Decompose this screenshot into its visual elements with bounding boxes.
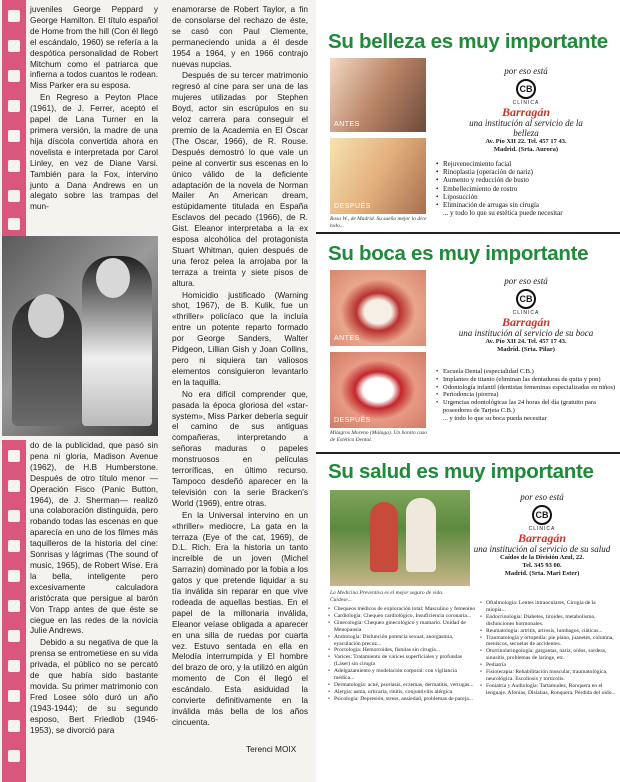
clinic-brand: Barragán: [501, 105, 551, 119]
medical-item: • Dermatología: acné, psoriasis, eczemas, dermatitis, verrugas...: [328, 682, 478, 689]
article-paragraph: En la Universal intervino en un «thriller» mediocre, La gata en la terraza (Eye of the cat, 1969), de D.L. Rich. Era la historia un tanto increíble de un joven (Michel Sarrazin) dominado por la fobia a los gatos y que pretende liquidar a su tía inválida sin reparar en que vive rodeada de aquellas bestias. En el papel de la millonaria inválida, Eleanor veíase obligada a aparecer en una silla de ruedas por cuarta vez. Estuvo sentada en ella en Melodía interrumpida y El hombre del brazo de oro, y la utilizó en algún momento de Con él llegó el escándalo. Esta asiduidad la convierte definitivamente en la inválida más bella de los años cincuenta.: [172, 509, 308, 727]
institution-text: una institución al servicio de su boca: [458, 328, 594, 338]
service-item: • Liposucción: [436, 193, 616, 201]
before-photo-mouth: [330, 270, 426, 346]
film-still-photo: [2, 236, 158, 436]
por-eso-text: por eso está: [504, 66, 548, 76]
clinic-block-belleza: [456, 66, 596, 154]
medical-item: • Varices: Tratamiento de varices superficiales y profundas (Láser) sin cirugía: [328, 654, 478, 668]
article-paragraph: juveniles George Peppard y George Hamilton. El título español de Home from the hill (Con él llegó el escándalo, 1960) se refería a la despótica personalidad de Robert Mitchum como el patriarca que infierna a todos cuantos le rodean. Miss Parker era su esposa.: [30, 4, 158, 91]
section-divider: [316, 232, 620, 234]
medical-list-right: [480, 600, 616, 697]
after-photo-face: [330, 138, 426, 214]
institution-text: una institución al servicio de su salud: [473, 544, 611, 554]
medical-item: • Oftalmología: Lentes intraoculares, Cirugía de la miopía...: [480, 600, 616, 614]
after-photo-mouth: [330, 352, 426, 428]
services-list-boca: [436, 368, 616, 423]
clinic-address: Av. Pío XII 24. Tel. 457 17 43.: [485, 338, 567, 345]
clinic-logo-icon: CB: [516, 79, 536, 99]
medical-item: • Reumatología: artritis, artrosis, lumbagos, ciáticas...: [480, 628, 616, 635]
service-item: • Periodoncia (piorrea): [436, 391, 616, 399]
clinic-address-2: Tel. 345 93 00.: [522, 562, 562, 569]
clinic-block-boca: [456, 276, 596, 354]
clinic-logo-icon: CB: [532, 505, 552, 525]
clinic-label: CLINICA: [512, 100, 540, 106]
medical-item: • Otorrinolaringología: gargantas, nariz, oídos, sordera, sinusitis, problemas de laringe, etc.: [480, 648, 616, 662]
por-eso-text: por eso está: [504, 276, 548, 286]
service-item: • Odontología infantil (dentistas femeninas especializadas en niños): [436, 384, 616, 392]
article-paragraph: do de la publicidad, que pasó sin pena ni gloria, Madison Avenue (1962), de H.B Humberstone. Después de otro título menor —Operación Fisco (Panic Button, 1964), de J. Sherman— realizó una colaboración distinguida, pero robando todas las escenas en que aparecía en uno de los filmes más taquilleros de la historia del cine: Sonrisas y lágrimas (The sound of music, 1965), de Robert Wise. Era la bella, inteligente pero excesivamente calculadora aristócrata que persigue al barón Von Trapp antes de que éste se ciegue en las redes de la novicia Julie Andrews.: [30, 440, 158, 636]
article-paragraph: enamorarse de Robert Taylor, a fin de consolarse del rechazo de éste, se casó con Paul Clemente, permaneciendo unida a él desde 1954 a 1964, y en 1966 contrajo nuevas nupcias.: [172, 4, 308, 69]
medical-item: • Endocrinología: Diabetes, tiroides, metabolismo, disfunciones hormonales.: [480, 614, 616, 628]
headline-belleza: Su belleza es muy importante: [328, 30, 608, 53]
article-column-1-bottom: [30, 440, 158, 736]
before-label: ANTES: [334, 121, 360, 128]
clinic-address-3: Madrid. (Srta. Mari Ester): [504, 570, 580, 577]
film-strip-top: [2, 0, 26, 236]
clinic-block-salud: [472, 492, 612, 578]
headline-boca: Su boca es muy importante: [328, 242, 589, 265]
clinic-brand: Barragán: [517, 531, 567, 545]
medical-item: • Proctología: Hemorroides, fistulas sin cirugía...: [328, 647, 478, 654]
medical-item: • Adelgazamiento y modelación corporal: con vigilancia médica...: [328, 668, 478, 682]
photo-caption: Milagros Moreno (Málaga). Un bonito caso de Estética Dental.: [330, 430, 428, 443]
clinic-address: Av. Pío XII 22. Tel. 457 17 43.: [485, 138, 567, 145]
clinic-label: CLINICA: [512, 310, 540, 316]
service-item: • Rinoplastia (operación de nariz): [436, 168, 616, 176]
por-eso-text: por eso está: [520, 492, 564, 502]
medical-item: • Cardiología: Chequeo cardiológico, Insuficiencia coronaria...: [328, 613, 478, 620]
article-paragraph: No era difícil comprender que, pasada la época gloriosa del «star-system», Miss Parker debería seguir el camino de sus antiguas compañeras, interpretando a señoras maduras o papeles monstruosos en películas terroríficas, en último recurso. Tampoco desdeñó aparecer en la televisión con la serie Bracken's World (1969), entre otras.: [172, 388, 308, 508]
service-item: • Embellecimiento de rostro: [436, 185, 616, 193]
family-photo: [330, 490, 470, 586]
before-label: ANTES: [334, 335, 360, 342]
service-closing: ... y todo lo que su estética puede necesitar: [443, 209, 563, 218]
service-item: • Escuela Dental (especialidad C.B.): [436, 368, 616, 376]
author-signature: Terenci MOIX: [246, 744, 297, 754]
medical-item: • Psicología: Depresión, stress, ansiedad, problemas de pareja...: [328, 696, 478, 703]
clinic-address-2: Madrid. (Srta. Pilar): [497, 346, 555, 353]
film-strip-bottom: [2, 440, 26, 782]
medical-item: • Foniatría y Audiología: Tartamudez, Ronquera en el lenguaje. Afonías, Dislalias, Ronquera. Pérdida del oído...: [480, 683, 616, 697]
service-item: • Eliminación de arrugas sin cirugía: [436, 201, 616, 209]
service-item: • Implantes de titanio (eliminan las dentaduras de quita y pon): [436, 376, 616, 384]
after-label: DESPUÉS: [334, 203, 371, 210]
article-column-2: [172, 4, 308, 729]
section-divider: [316, 452, 620, 454]
service-item: • Aumento y reducción de busto: [436, 176, 616, 184]
clinic-address-2: Madrid. (Srta. Aurora): [493, 146, 559, 153]
clinic-label: CLINICA: [528, 526, 556, 532]
article-paragraph: Debido a su negativa de que la prensa se entrometiese en su vida privada, el público no se percató de que había sido bastante movida. Su primer matrimonio con Fred Losee sólo duró un año (1943-1944); de su segundo esposo, Bert Friedlob (1946-1953), se divorció para: [30, 637, 158, 735]
medical-item: • Traumatología y ortopedia: pie plano, juanetes, columna, meniscos, secuelas de accidentes.: [480, 635, 616, 649]
medical-item: • Andrología: Disfunción potencia sexual, anorgasmia, eyaculación precoz...: [328, 634, 478, 648]
article-paragraph: Homicidio justificado (Warning shot, 1967), de B. Kulik, fue un «thriller» policíaco que la incluía entre un potente reparto formado por George Sanders, Walter Pidgeon, Lillian Gish y Joan Collins, pero ni siquiera tan valiosos elementos consiguieron levantarlo en la taquilla.: [172, 289, 308, 387]
article-paragraph: En Regreso a Peyton Place (1961), de J. Ferrer, aceptó el papel de Lana Turner en la primera versión, la madre de una hija díscola convertida ahora en novelista e interpretada por Carol Linley, en vez de Diane Varsi. También para la Fox, intervino junto a Dana Andrews en un alegato sobre las trampas del mun-: [30, 92, 158, 212]
service-item: • Urgencias odontológicas las 24 horas del día (gratuito para poseedores de Tarjeta C.B.): [436, 399, 616, 415]
article-paragraph: Después de su tercer matrimonio regresó al cine para ser una de las mujeres utilizadas por Stephen Boyd, actor sin escrúpulos en su veloz carrera para conseguir el premio de la Academia en El Óscar (The Oscar, 1966), de R. Rouse. Después demostró lo que vale un peine al convertir sus escenas en lo único válido de la deficiente adaptación de la novela de Norman Mailer An American dream, estúpidamente titulada en España Esclavos del pecado (1966), de R. Gist. Eleanor interpretaba a la ex esposa alcohólica del protagonista Stuart Whitman, quien después de una feroz pelea la arrojaba por la terraza a treinta y siete pisos de altura.: [172, 70, 308, 288]
medical-item: • Alergia: asma, urticaria, rinitis, conjuntivitis alérgica: [328, 689, 478, 696]
headline-salud: Su salud es muy importante: [328, 460, 594, 483]
medical-item: • Pediatría: [480, 662, 616, 669]
medical-list-left: [328, 606, 478, 703]
article-column-1-top: [30, 4, 158, 213]
photo-caption: Rosa W., de Madrid. Su sueño mejor lo dice todo...: [330, 216, 427, 229]
services-list-belleza: [436, 160, 616, 217]
medical-item: • Chequeos médicos de exploración total: Masculino y femenino: [328, 606, 478, 613]
service-closing: ... y todo lo que su boca pueda necesitar: [443, 414, 547, 422]
photo-caption: La Medicina Preventiva es el mejor seguro de vida. Cuídese...: [330, 590, 444, 603]
clinic-brand: Barragán: [501, 315, 551, 329]
service-item: • Rejuvenecimiento facial: [436, 160, 616, 168]
after-label: DESPUÉS: [334, 417, 371, 424]
medical-item: • Fisioterapia: Rehabilitación muscular, traumatológica, neurológica. Escoliosis y tortícolis.: [480, 669, 616, 683]
medical-item: • Ginecología: Chequeo ginecológico y mamario. Unidad de Menopausia: [328, 620, 478, 634]
institution-text: una institución al servicio de la belleza: [469, 118, 583, 138]
clinic-advertisement: [316, 0, 620, 782]
before-photo-face: [330, 58, 426, 132]
clinic-logo-icon: CB: [516, 289, 536, 309]
clinic-address: Caídos de la División Azul, 22.: [500, 554, 584, 561]
